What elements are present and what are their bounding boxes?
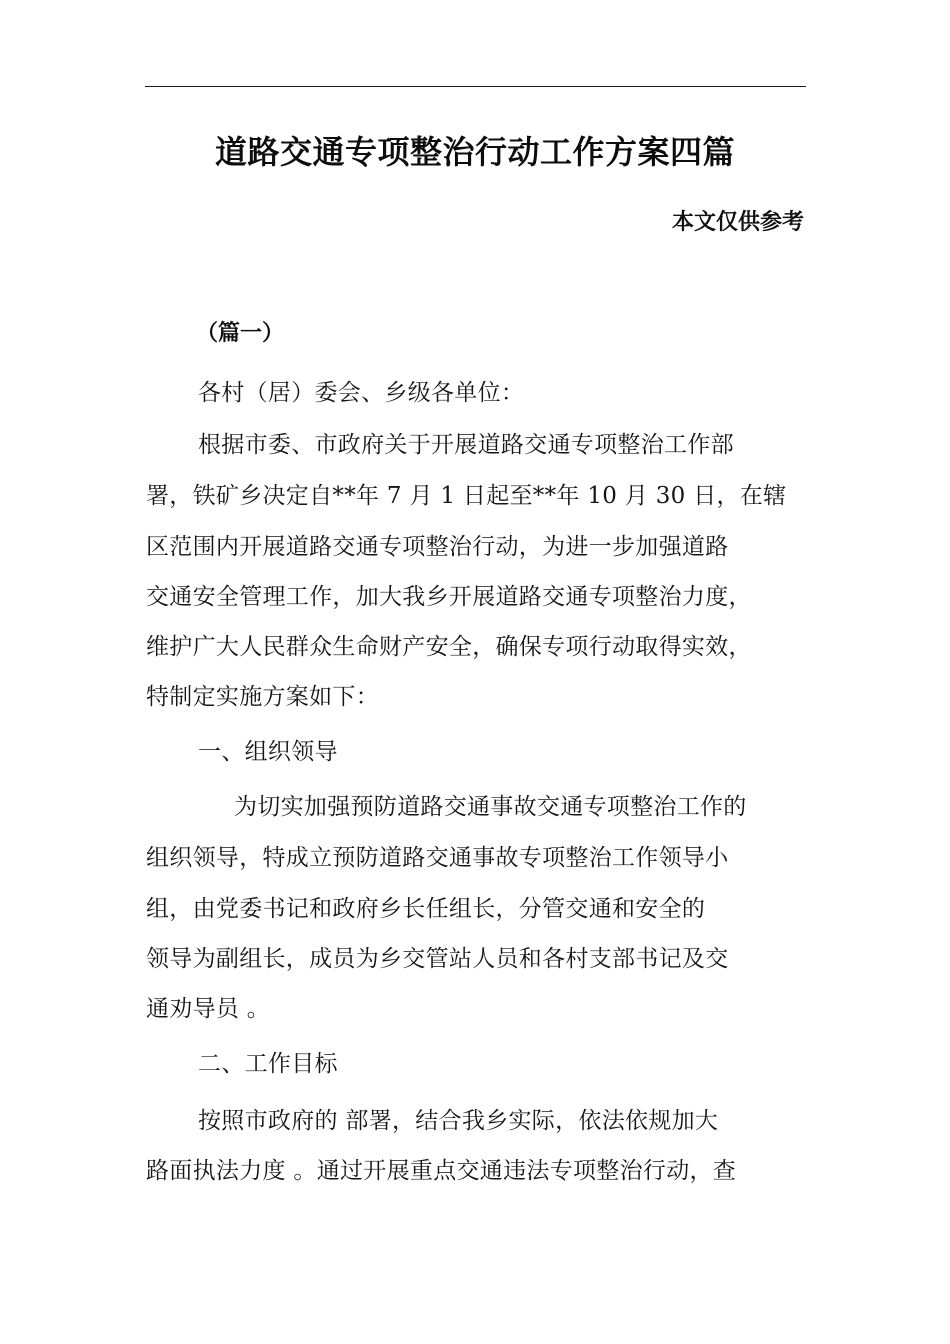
paragraph-line: 为切实加强预防道路交通事故交通专项整治工作的 (234, 794, 747, 820)
document-title: 道路交通专项整治行动工作方案四篇 (214, 133, 735, 171)
paragraph-line: 维护广大人民群众生命财产安全，确保专项行动取得实效， (146, 634, 752, 660)
part-heading: （篇一） (196, 321, 285, 346)
paragraph-line: 特制定实施方案如下： (146, 684, 379, 710)
reference-note: 本文仅供参考 (671, 210, 804, 235)
header-rule (145, 86, 806, 87)
paragraph-line: 按照市政府的 部署，结合我乡实际，依法依规加大 (198, 1108, 719, 1134)
paragraph-line: 署，铁矿乡决定自**年 7 月 1 日起至**年 10 月 30 日，在辖 (146, 483, 787, 509)
salutation: 各村（居）委会、乡级各单位： (198, 380, 525, 406)
paragraph-line: 通劝导员 。 (146, 996, 271, 1022)
paragraph-line: 组，由党委书记和政府乡长任组长，分管交通和安全的 (146, 896, 706, 922)
paragraph-line: 路面执法力度 。通过开展重点交通违法专项整治行动，查 (146, 1158, 737, 1184)
paragraph-line: 区范围内开展道路交通专项整治行动，为进一步加强道路 (146, 534, 729, 560)
paragraph-line: 根据市委、市政府关于开展道路交通专项整治工作部 (198, 432, 734, 458)
paragraph-line: 组织领导，特成立预防道路交通事故专项整治工作领导小 (146, 845, 729, 871)
paragraph-line: 交通安全管理工作，加大我乡开展道路交通专项整治力度， (146, 584, 752, 610)
section-heading: 一、组织领导 (198, 739, 338, 765)
paragraph-line: 领导为副组长，成员为乡交管站人员和各村支部书记及交 (146, 946, 729, 972)
section-heading: 二、工作目标 (198, 1051, 338, 1077)
